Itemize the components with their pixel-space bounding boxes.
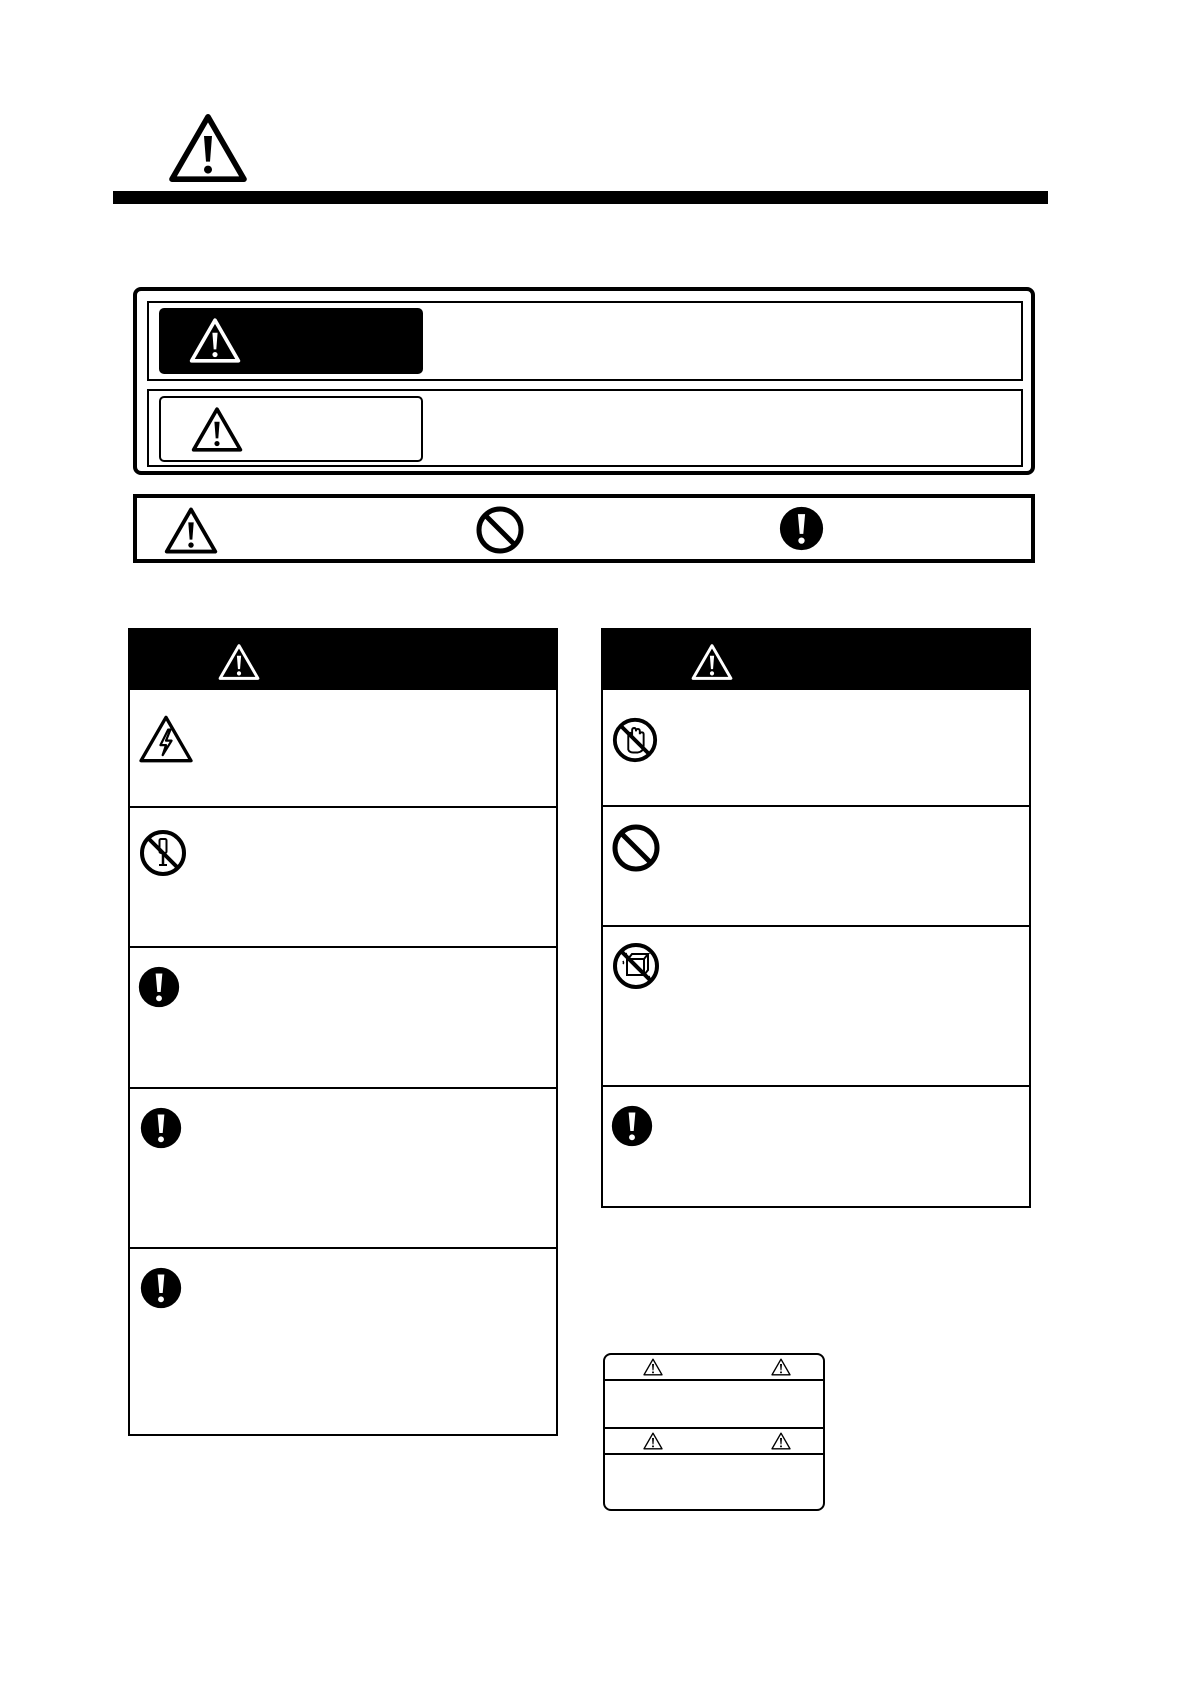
signal-badge-outlined (159, 396, 423, 462)
mandatory-action-icon (611, 1105, 653, 1147)
left-warning-panel (128, 628, 558, 1436)
signal-word-legend (133, 287, 1035, 475)
panel-item (603, 927, 1029, 1087)
panel-item (130, 808, 556, 948)
mandatory-action-icon (140, 1267, 182, 1309)
legend-row-outlined (147, 389, 1023, 467)
right-warning-panel (601, 628, 1031, 1208)
prohibition-icon (611, 823, 661, 873)
panel-header (603, 630, 1029, 690)
signal-badge-filled (159, 308, 423, 374)
symbol-legend (133, 494, 1035, 563)
warning-triangle-icon (643, 1432, 663, 1450)
label-row-header (605, 1427, 823, 1455)
warning-triangle-icon (189, 317, 241, 364)
panel-item (130, 948, 556, 1089)
warning-triangle-icon (771, 1358, 791, 1376)
legend-row-filled (147, 301, 1023, 381)
warning-triangle-icon (164, 506, 218, 555)
mandatory-action-icon (779, 506, 824, 551)
header-rule (113, 191, 1048, 204)
mandatory-action-icon (138, 966, 180, 1008)
warning-triangle-icon (771, 1432, 791, 1450)
prohibition-icon (475, 505, 525, 555)
panel-item (130, 1089, 556, 1249)
warning-label-sample (603, 1353, 825, 1511)
page-header (0, 0, 1191, 210)
panel-header (130, 630, 556, 690)
do-not-get-wet-icon (611, 941, 661, 991)
warning-triangle-icon (191, 406, 243, 453)
mandatory-action-icon (140, 1107, 182, 1149)
panel-item (130, 690, 556, 808)
label-row-header (605, 1355, 823, 1381)
do-not-touch-icon (611, 716, 659, 764)
warning-triangle-icon (218, 643, 260, 681)
electric-shock-icon (138, 714, 194, 764)
panel-item (603, 807, 1029, 927)
warning-triangle-icon (691, 643, 733, 681)
panel-item (603, 1087, 1029, 1206)
panel-item (603, 690, 1029, 807)
warning-triangle-icon (168, 112, 248, 184)
do-not-disassemble-icon (138, 828, 188, 878)
panel-item (130, 1249, 556, 1434)
warning-triangle-icon (643, 1358, 663, 1376)
